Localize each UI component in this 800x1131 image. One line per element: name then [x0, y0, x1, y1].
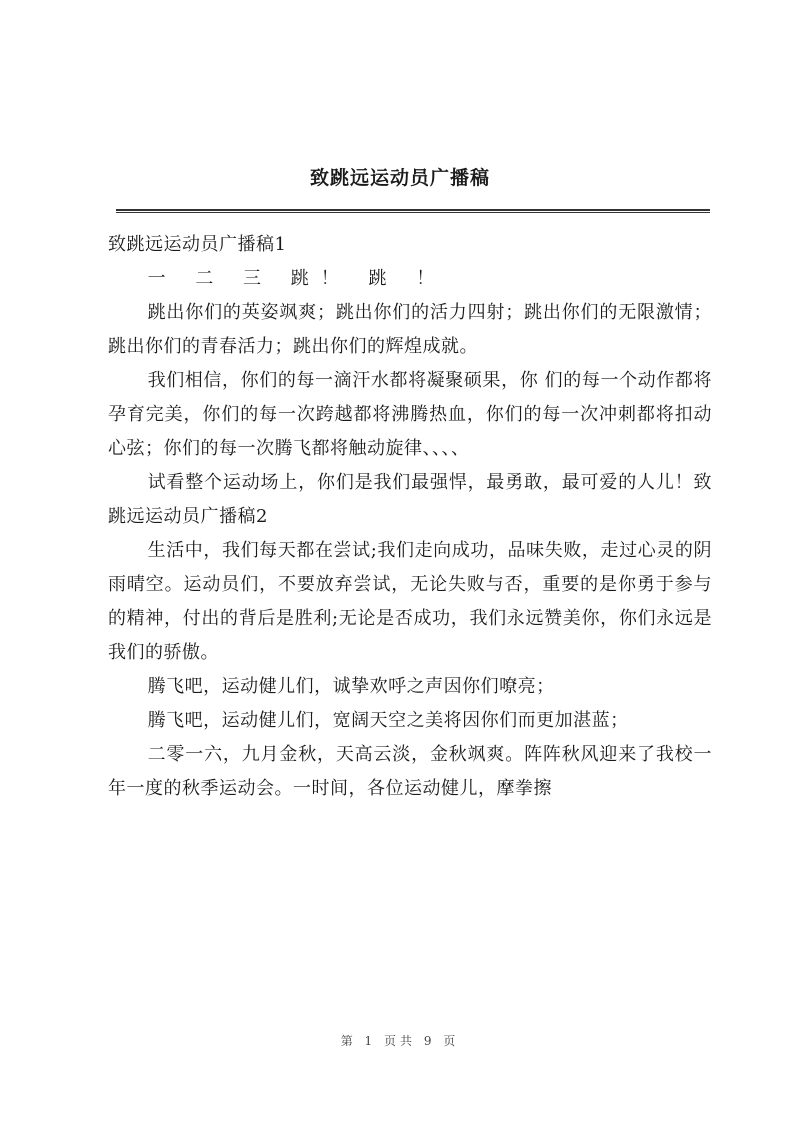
paragraph: 跳出你们的英姿飒爽；跳出你们的活力四射；跳出你们的无限激情；跳出你们的青春活力；跳出你们的辉煌成就。	[108, 302, 712, 357]
paragraph: 腾飞吧，运动健儿们，诚挚欢呼之声因你们嘹亮；	[147, 676, 555, 697]
paragraph: 我们相信，你们的每一滴汗水都将凝聚硕果，你 们的每一个动作都将孕育完美，你们的每一次跨越都将沸腾热血，你们的每一次冲刺都将扣动心弦；你们的每一次腾飞都将触动旋律、、、、	[108, 370, 712, 459]
paragraph: 二零一六，九月金秋，天高云淡，金秋飒爽。阵阵秋风迎来了我校一年一度的秋季运动会。一时间，各位运动健儿，摩拳擦	[108, 744, 712, 799]
paragraph: 生活中，我们每天都在尝试;我们走向成功，品味失败，走过心灵的阴雨晴空。运动员们，不要放弃尝试，无论失败与否，重要的是你勇于参与的精神，付出的背后是胜利;无论是否成功，我们永远赞美你，你们永远是我们的骄傲。	[108, 540, 712, 663]
page-title: 致跳远运动员广播稿	[309, 167, 490, 189]
paragraph: 腾飞吧，运动健儿们，宽阔天空之美将因你们而更加湛蓝；	[147, 710, 629, 731]
title-divider	[116, 209, 710, 213]
section-heading-1: 致跳远运动员广播稿1	[108, 234, 287, 255]
paragraph: 试看整个运动场上，你们是我们最强悍，最勇敢，最可爱的人儿！致跳远运动员广播稿2	[108, 472, 712, 527]
document-body	[108, 228, 712, 806]
page-number: 第 1 页共 9 页	[340, 1034, 460, 1048]
paragraph-chant: 一 二 三 跳！ 跳 ！	[147, 268, 447, 289]
